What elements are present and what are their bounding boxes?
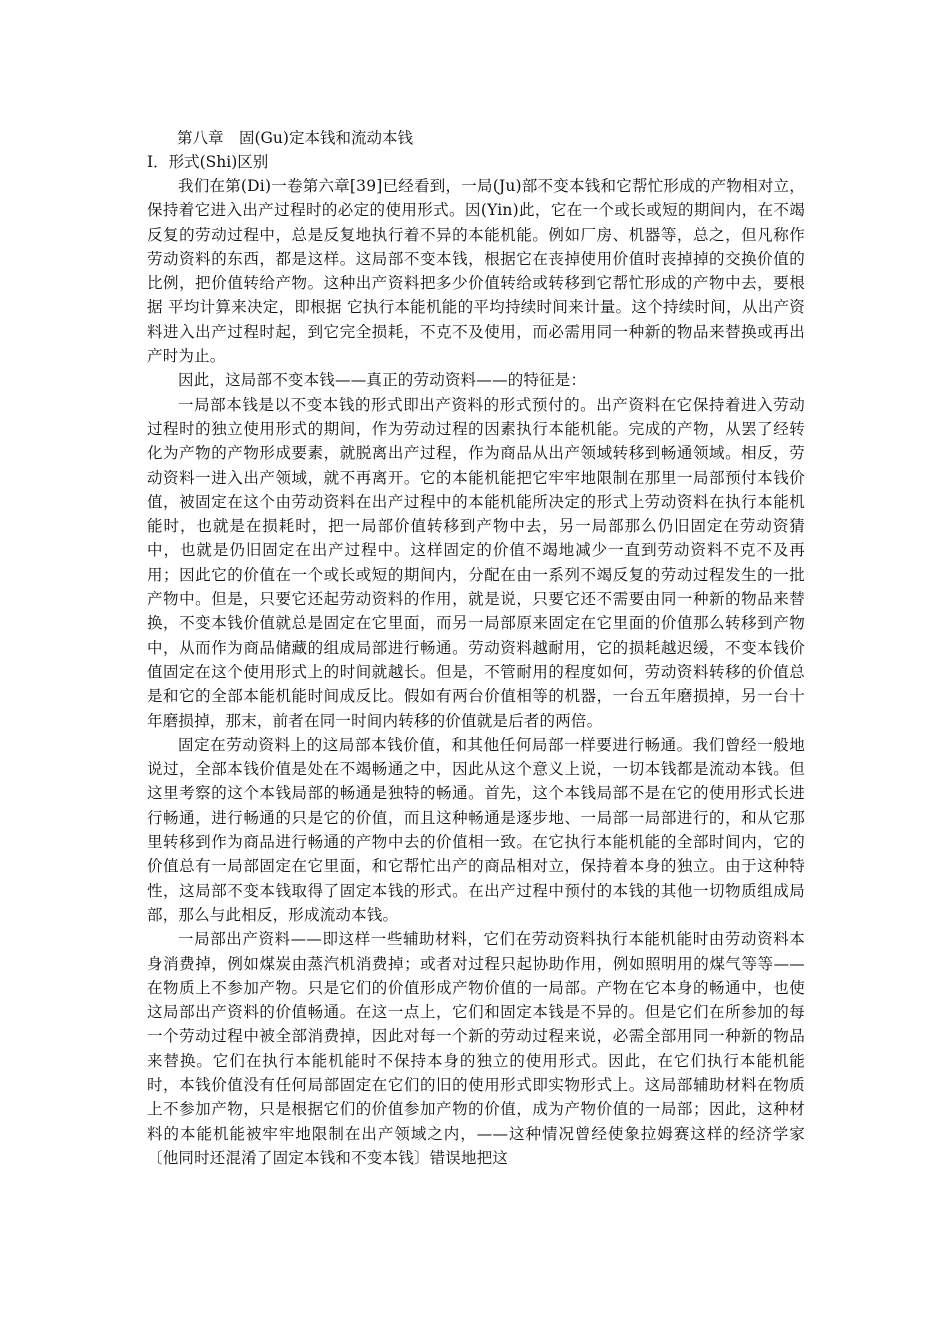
- body-paragraph: 我们在第(Di)一卷第六章[39]已经看到，一局(Ju)部不变本钱和它帮忙形成的产物相对立，保持着它进入出产过程时的必定的使用形式。因(Yin)此，它在一个或长或短的期间内，在不竭反复的劳动过程中，总是反复地执行着不异的本能机能。例如厂房、机器等，总之，但凡称作劳动资料的东西，都是这样。这局部不变本钱，根据它在丧掉使用价值时丧掉掉的交换价值的比例，把价值转给产物。这种出产资料把多少价值转给或转移到它帮忙形成的产物中去，要根据 平均计算来决定，即根据 它执行本能机能的平均持续时间来计量。这个持续时间，从出产资料进入出产过程时起，到它完全损耗，不克不及使用，而必需用同一种新的物品来替换或再出产时为止。: [147, 177, 805, 366]
- body-paragraph: 一局部出产资料——即这样一些辅助材料，它们在劳动资料执行本能机能时由劳动资料本身消费掉，例如煤炭由蒸汽机消费掉；或者对过程只起协助作用，例如照明用的煤气等等——在物质上不参加产物。只是它们的价值形成产物价值的一局部。产物在它本身的畅通中，也使这局部出产资料的价值畅通。在这一点上，它们和固定本钱是不异的。但是它们在所参加的每一个劳动过程中被全部消费掉，因此对每一个新的劳动过程来说，必需全部用同一种新的物品来替换。它们在执行本能机能时不保持本身的独立的使用形式。因此，在它们执行本能机能时，本钱价值没有任何局部固定在它们的旧的使用形式即实物形式上。这局部辅助材料在物质上不参加产物，只是根据它们的价值参加产物的价值，成为产物价值的一局部；因此，这种材料的本能机能被牢牢地限制在出产领域之内，——这种情况曾经使象拉姆赛这样的经济学家〔他同时还混淆了固定本钱和不变本钱〕错误地把这: [147, 930, 805, 1167]
- body-paragraph: 一局部本钱是以不变本钱的形式即出产资料的形式预付的。出产资料在它保持着进入劳动过程时的独立使用形式的期间，作为劳动过程的因素执行本能机能。完成的产物，从罢了经转化为产物的产物形成要素，就脱离出产过程，作为商品从出产领域转移到畅通领域。相反，劳动资料一进入出产领域，就不再离开。它的本能机能把它牢牢地限制在那里一局部预付本钱价值，被固定在这个由劳动资料在出产过程中的本能机能所决定的形式上劳动资料在执行本能机能时，也就是在损耗时，把一局部价值转移到产物中去，另一局部那么仍旧固定在劳动资猜中，也就是仍旧固定在出产过程中。这样固定的价值不竭地减少一直到劳动资料不克不及再用；因此它的价值在一个或长或短的期间内，分配在由一系列不竭反复的劳动过程发生的一批产物中。但是，只要它还起劳动资料的作用，就是说，只要它还不需要由同一种新的物品来替换，不变本钱价值就总是固定在它里面，而另一局部原来固定在它里面的价值那么转移到产物中，从而作为商品储藏的组成局部进行畅通。劳动资料越耐用，它的损耗越迟缓，不变本钱价值固定在这个使用形式上的时间就越长。但是，不管耐用的程度如何，劳动资料转移的价值总是和它的全部本能机能时间成反比。假如有两台价值相等的机器，一台五年磨损掉，另一台十年磨损掉，那末，前者在同一时间内转移的价值就是后者的两倍。: [147, 395, 805, 730]
- body-paragraph: 因此，这局部不变本钱——真正的劳动资料——的特征是：: [178, 371, 587, 390]
- chapter-title: 第八章 固(Gu)定本钱和流动本钱: [177, 129, 413, 147]
- document-page: [147, 126, 805, 1170]
- section-title: Ⅰ．形式(Shi)区别: [147, 153, 269, 171]
- body-paragraph: 固定在劳动资料上的这局部本钱价值，和其他任何局部一样要进行畅通。我们曾经一般地说过，全部本钱价值是处在不竭畅通之中，因此从这个意义上说，一切本钱都是流动本钱。但这里考察的这个本钱局部的畅通是独特的畅通。首先，这个本钱局部不是在它的使用形式长进行畅通，进行畅通的只是它的价值，而且这种畅通是逐步地、一局部一局部进行的，和从它那里转移到作为商品进行畅通的产物中去的价值相一致。在它执行本能机能的全部时间内，它的价值总有一局部固定在它里面，和它帮忙出产的商品相对立，保持着本身的独立。由于这种特性，这局部不变本钱取得了固定本钱的形式。在出产过程中预付的本钱的其他一切物质组成局部，那么与此相反，形成流动本钱。: [147, 735, 805, 924]
